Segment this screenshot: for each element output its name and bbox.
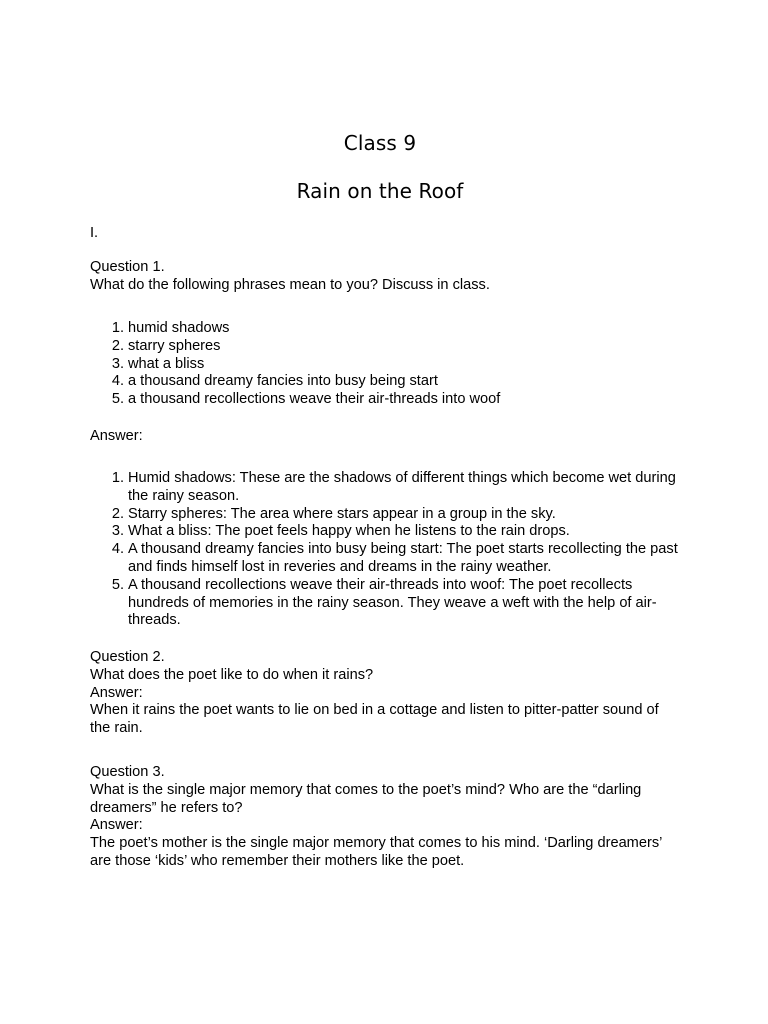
list-item: 4 . A thousand dreamy fancies into busy being start: The poet starts recollecting the past and finds himself lost in reveries and dreams in the rainy weather.	[90, 541, 682, 577]
section-label: I.	[90, 225, 99, 241]
phrase-text: what a bliss	[128, 355, 205, 372]
phrase-text: a thousand dreamy fancies into busy being start	[128, 373, 438, 390]
question-2	[90, 649, 682, 738]
list-item: 4 . a thousand dreamy fancies into busy being start	[90, 373, 682, 391]
question-3	[90, 764, 682, 871]
question-2-answer: When it rains the poet wants to lie on bed in a cottage and listen to pitter-patter sound of the rain.	[90, 702, 659, 737]
list-item: 5 . A thousand recollections weave their air-threads into woof: The poet recollects hundreds of memories in the rainy season. They weave a weft with the help of air-threads.	[90, 577, 682, 630]
class-title: Class 9	[343, 131, 417, 155]
question-3-answer: The poet’s mother is the single major memory that comes to his mind. ‘Darling dreamers’ are those ‘kids’ who remember their mothers like the poet.	[90, 835, 662, 869]
answer-text: Starry spheres: The area where stars appear in a group in the sky.	[128, 505, 556, 522]
list-item: 5 . a thousand recollections weave their air-threads into woof	[90, 391, 682, 409]
answer-text: Humid shadows: These are the shadows of different things which become wet during the rainy season.	[128, 470, 676, 504]
answer-text: A thousand recollections weave their air-threads into woof: The poet recollects hundreds of memories in the rainy season. They weave a weft with the help of air-threads.	[128, 576, 657, 629]
answer-text: What a bliss: The poet feels happy when he listens to the rain drops.	[128, 523, 570, 540]
question-2-answer-label: Answer:	[90, 684, 143, 701]
chapter-title: Rain on the Roof	[296, 179, 464, 203]
question-3-label: Question 3.	[90, 764, 165, 780]
answer-text: A thousand dreamy fancies into busy being start: The poet starts recollecting the past and finds himself lost in reveries and dreams in the rainy weather.	[128, 541, 678, 575]
phrase-text: humid shadows	[128, 320, 230, 336]
list-item: 1 . Humid shadows: These are the shadows of different things which become wet during the rainy season.	[90, 470, 682, 506]
answer-list	[90, 470, 682, 630]
question-1-text: What do the following phrases mean to you? Discuss in class.	[90, 276, 490, 293]
question-1-label: Question 1.	[90, 259, 165, 275]
question-2-label: Question 2.	[90, 649, 165, 665]
list-item: 3 . What a bliss: The poet feels happy when he listens to the rain drops.	[90, 523, 682, 541]
list-item: 3 . what a bliss	[90, 356, 682, 374]
phrase-list	[90, 320, 682, 409]
question-3-text: What is the single major memory that comes to the poet’s mind? Who are the “darling dreamers” he refers to?	[90, 781, 642, 816]
list-item: 1 . humid shadows	[90, 320, 682, 338]
phrase-text: starry spheres	[128, 337, 221, 354]
phrase-text: a thousand recollections weave their air-threads into woof	[128, 391, 501, 408]
question-1	[90, 259, 682, 295]
list-item: 2 . Starry spheres: The area where stars appear in a group in the sky.	[90, 506, 682, 524]
question-2-text: What does the poet like to do when it rains?	[90, 666, 374, 683]
list-item: 2 . starry spheres	[90, 338, 682, 356]
question-1-answer-label: Answer:	[90, 428, 143, 444]
question-3-answer-label: Answer:	[90, 817, 143, 834]
